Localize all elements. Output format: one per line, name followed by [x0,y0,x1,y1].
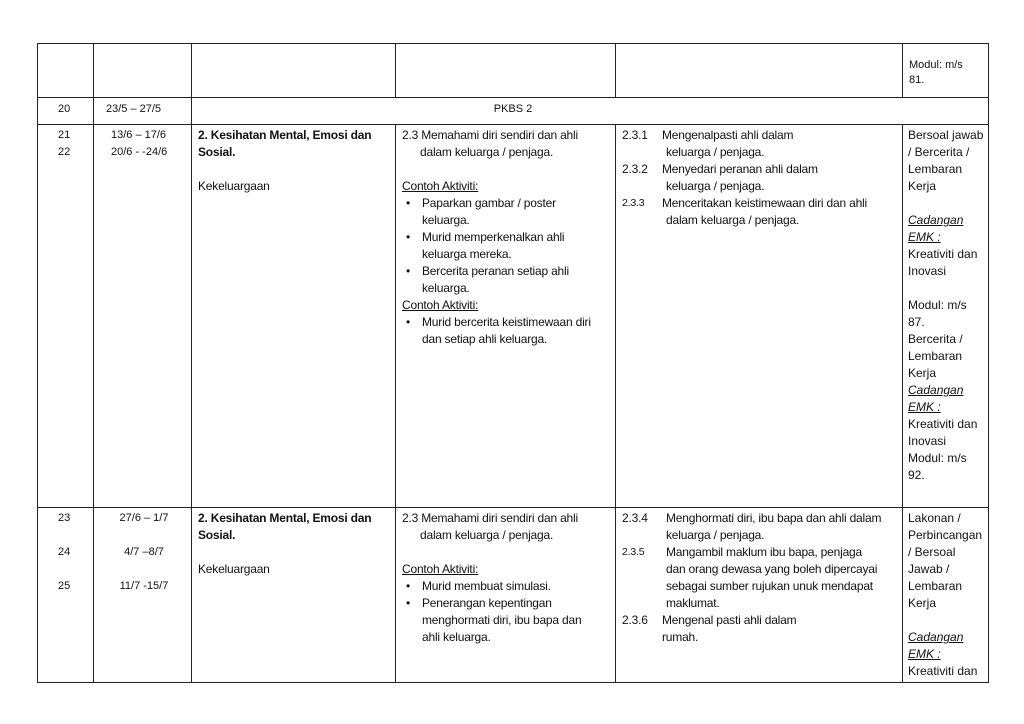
note-line: 81. [909,74,925,86]
standard-line: dalam keluarga / penjaga. [420,528,554,542]
note-line: Lembaran [908,579,963,593]
note-line: Kerja [908,596,937,610]
activity-item: • Penerangan kepentingan menghormati diri, ibu bapa dan ahli keluarga. [422,595,612,646]
emk-label: Cadangan [908,213,964,227]
pkbs-label: PKBS 2 [192,98,989,125]
note-line: Kreativiti dan [908,664,978,678]
note-line: Modul: m/s [909,59,963,71]
note-line: Kerja [908,366,937,380]
cell-date [94,125,192,508]
cell-objective [616,125,903,508]
cell-standard [396,44,616,98]
week-number: 22 [58,146,71,158]
objective-item: 2.3.4 Menghormati diri, ibu bapa dan ahli dalam keluarga / penjaga. [622,511,882,542]
note-line: / Bercerita / [908,145,970,159]
week-number: 24 [58,546,71,558]
objective-item: 2.3.1 Mengenalpasti ahli dalam keluarga / penjaga. [622,128,794,159]
emk-label: Cadangan [908,383,964,397]
table-row [38,98,989,125]
objective-item: 2.3.6 Mengenal pasti ahli dalam rumah. [622,613,797,644]
lesson-plan-table [37,43,989,683]
note-line: 87. [908,315,925,329]
note-line: Perbincangan [908,528,983,542]
cell-notes [903,125,989,508]
cell-notes [903,508,989,683]
note-line: Kerja [908,179,937,193]
cell-date: 23/5 – 27/5 [94,98,192,125]
note-line: Kreativiti dan [908,247,978,261]
cell-date [94,508,192,683]
subtopic: Kekeluargaan [198,179,270,193]
cell-week [38,508,94,683]
activity-item: • Murid memperkenalkan ahli keluarga mereka. [422,229,612,263]
cell-week: 20 [38,98,94,125]
note-line: Kreativiti dan [908,417,978,431]
cell-topic [192,508,396,683]
week-number: 25 [58,580,71,592]
activity-item: • Murid membuat simulasi. [422,578,612,595]
note-line: 92. [908,468,925,482]
cell-week [38,44,94,98]
note-line: Lakonan / [908,511,961,525]
objective-item: 2.3.5 Mangambil maklum ibu bapa, penjaga dan orang dewasa yang boleh dipercayai sebagai sumber rujukan unuk mendapat maklumat. [622,545,878,610]
standard-line: 2.3 Memahami diri sendiri dan ahli [402,128,578,142]
emk-label: Cadangan [908,630,964,644]
note-line: Lembaran [908,349,963,363]
week-number: 23 [58,512,71,524]
cell-topic [192,44,396,98]
standard-line: dalam keluarga / penjaga. [420,145,554,159]
emk-label: EMK : [908,230,941,244]
activity-title: Contoh Aktiviti: [402,298,479,312]
week-number: 21 [58,129,71,141]
note-line: / Bersoal [908,545,956,559]
note-line: Inovasi [908,434,947,448]
activity-title: Contoh Aktiviti: [402,179,479,193]
cell-week [38,125,94,508]
cell-objective [616,508,903,683]
note-line: Bersoal jawab [908,128,984,142]
activity-item: • Murid bercerita keistimewaan diri dan setiap ahli keluarga. [422,314,612,348]
objective-item: 2.3.3 Menceritakan keistimewaan diri dan ahli dalam keluarga / penjaga. [622,196,867,227]
cell-standard [396,125,616,508]
objective-item: 2.3.2 Menyedari peranan ahli dalam keluarga / penjaga. [622,162,818,193]
emk-label: EMK : [908,647,941,661]
topic-title: 2. Kesihatan Mental, Emosi dan Sosial. [198,511,372,542]
note-line: Modul: m/s [908,298,967,312]
topic-title: 2. Kesihatan Mental, Emosi dan Sosial. [198,128,372,159]
activity-title: Contoh Aktiviti: [402,562,479,576]
table-row [38,125,989,508]
activity-item: • Paparkan gambar / poster keluarga. [422,195,612,229]
note-line: Jawab / [908,562,950,576]
table-row [38,508,989,683]
note-line: Inovasi [908,264,947,278]
cell-objective [616,44,903,98]
date-range: 13/6 – 17/6 [111,129,167,141]
activity-item: • Bercerita peranan setiap ahli keluarga. [422,263,612,297]
note-line: Bercerita / [908,332,963,346]
cell-topic [192,125,396,508]
table-row [38,44,989,98]
subtopic: Kekeluargaan [198,562,270,576]
cell-notes [903,44,989,98]
emk-label: EMK : [908,400,941,414]
date-range: 11/7 -15/7 [119,580,169,592]
standard-line: 2.3 Memahami diri sendiri dan ahli [402,511,578,525]
cell-standard [396,508,616,683]
date-range: 27/6 – 1/7 [119,512,169,524]
date-range: 4/7 –8/7 [124,546,164,558]
note-line: Modul: m/s [908,451,967,465]
cell-date [94,44,192,98]
note-line: Lembaran [908,162,963,176]
date-range: 20/6 - -24/6 [111,146,168,158]
